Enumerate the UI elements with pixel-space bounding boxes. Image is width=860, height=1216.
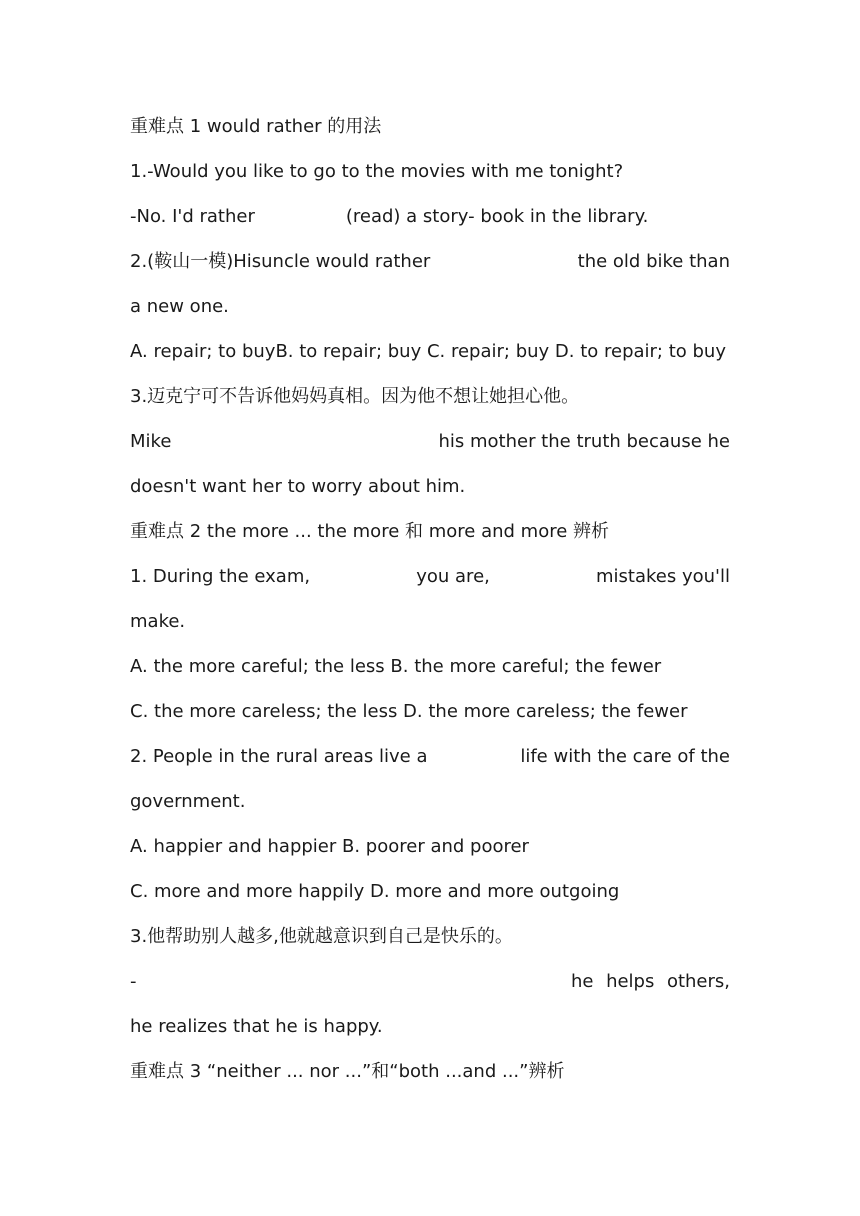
question-2-2-options-2: C. more and more happily D. more and more outgoing bbox=[130, 881, 620, 902]
question-1-3-line-2: doesn't want her to worry about him. bbox=[130, 476, 466, 497]
question-1-3-chinese: 3.迈克宁可不告诉他妈妈真相。因为他不想让她担心他。 bbox=[130, 386, 580, 407]
question-1-2-options: A. repair; to buyB. to repair; buy C. repair; buy D. to repair; to buy bbox=[130, 341, 726, 362]
question-2-1-options-1: A. the more careful; the less B. the more careful; the fewer bbox=[130, 656, 662, 677]
question-2-2-text-a: 2. People in the rural areas live a bbox=[130, 746, 428, 767]
question-2-1-text-a: 1. During the exam, bbox=[130, 566, 311, 587]
question-2-1-text-b: you are, bbox=[416, 566, 490, 587]
question-2-2-line-2: government. bbox=[130, 791, 246, 812]
question-1-3-text-a: Mike bbox=[130, 431, 172, 452]
question-2-2-text-b: life with the care of the bbox=[520, 746, 730, 767]
question-2-1-line-1 bbox=[130, 554, 730, 599]
question-1-3-line-1 bbox=[130, 419, 730, 464]
question-1-2-line-1 bbox=[130, 239, 730, 284]
question-2-3-word-group bbox=[571, 959, 730, 1004]
question-2-2-options-1: A. happier and happier B. poorer and poorer bbox=[130, 836, 529, 857]
question-1-2-line-2: a new one. bbox=[130, 296, 229, 317]
question-2-1-text-c: mistakes you'll bbox=[596, 566, 730, 587]
question-2-1-options-2: C. the more careless; the less D. the more careless; the fewer bbox=[130, 701, 688, 722]
document-page bbox=[130, 104, 730, 1094]
question-2-3-word-he: he bbox=[571, 971, 594, 992]
question-2-3-line-2: he realizes that he is happy. bbox=[130, 1016, 383, 1037]
section-3-heading: 重难点 3 “neither ... nor ...”和“both ...and ...”辨析 bbox=[130, 1061, 565, 1082]
question-1-3-text-b: his mother the truth because he bbox=[438, 431, 730, 452]
question-2-1-line-2: make. bbox=[130, 611, 186, 632]
question-2-3-line-1 bbox=[130, 959, 730, 1004]
question-1-1-prompt: 1.-Would you like to go to the movies with me tonight? bbox=[130, 161, 624, 182]
question-1-1-text-b: (read) a story- book in the library. bbox=[345, 206, 649, 227]
question-1-2-text-a: 2.(鞍山一模)Hisuncle would rather bbox=[130, 251, 431, 272]
question-2-3-dash: - bbox=[130, 971, 137, 992]
question-2-2-line-1 bbox=[130, 734, 730, 779]
section-2-heading: 重难点 2 the more ... the more 和 more and more 辨析 bbox=[130, 521, 610, 542]
question-2-3-word-others: others, bbox=[666, 971, 730, 992]
section-1-heading: 重难点 1 would rather 的用法 bbox=[130, 116, 382, 137]
question-1-1-text-a: -No. I'd rather bbox=[130, 206, 255, 227]
question-1-1-answer-line bbox=[130, 194, 730, 239]
question-1-2-text-b: the old bike than bbox=[577, 251, 730, 272]
question-2-3-chinese: 3.他帮助别人越多,他就越意识到自己是快乐的。 bbox=[130, 926, 513, 947]
question-2-3-word-helps: helps bbox=[606, 971, 655, 992]
